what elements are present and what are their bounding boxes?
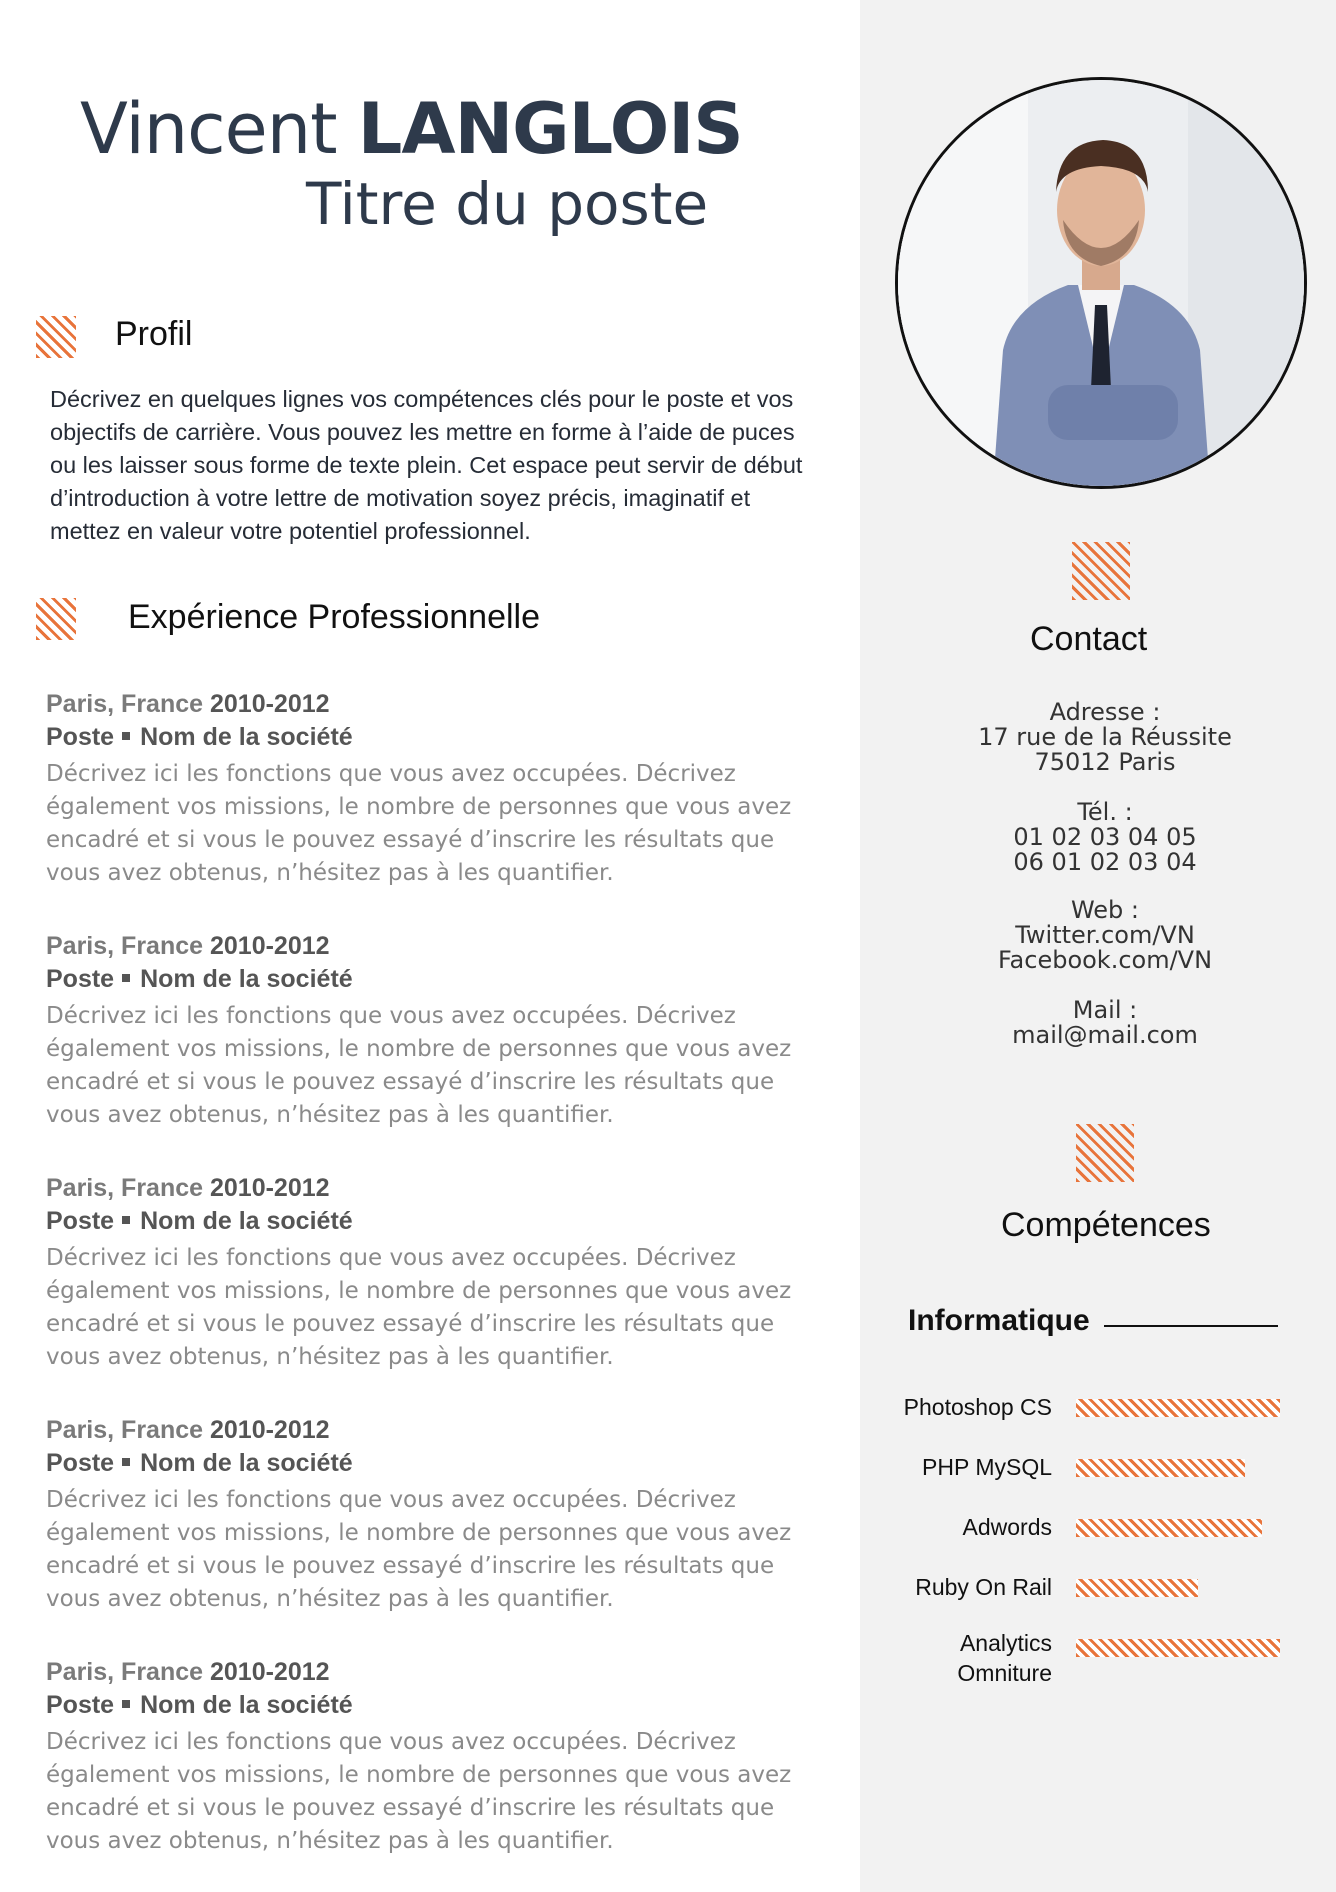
profile-title: Profil bbox=[115, 315, 193, 353]
hatch-icon bbox=[36, 316, 76, 358]
bullet-square-icon bbox=[122, 732, 130, 740]
experience-company: Nom de la société bbox=[140, 723, 353, 751]
experience-item bbox=[46, 1656, 826, 1858]
contact-web bbox=[940, 898, 1270, 973]
web-link[interactable]: Facebook.com/VN bbox=[997, 946, 1213, 974]
skill-level-bar bbox=[1076, 1579, 1198, 1597]
experience-item bbox=[46, 1414, 826, 1616]
experience-description: Décrivez ici les fonctions que vous avez occupées. Décrivez également vos missions, le nombre de personnes que vous avez encadré et si vous le pouvez essayé d’inscrire les résultats que vous avez obtenus, n’hésitez pas à les quantifier. bbox=[46, 1003, 792, 1128]
experience-position: Poste bbox=[46, 965, 115, 993]
portrait-photo bbox=[895, 77, 1307, 489]
experience-dates: 2010-2012 bbox=[209, 1416, 330, 1444]
skill-level-bar bbox=[1076, 1639, 1280, 1657]
contact-mail bbox=[940, 998, 1270, 1048]
experience-item bbox=[46, 930, 826, 1132]
experience-item bbox=[46, 688, 826, 890]
bullet-square-icon bbox=[122, 1216, 130, 1224]
experience-company: Nom de la société bbox=[140, 965, 353, 993]
address-line: 17 rue de la Réussite bbox=[978, 723, 1232, 751]
experience-dates: 2010-2012 bbox=[209, 1174, 330, 1202]
skill-label: PHP MySQL bbox=[922, 1454, 1052, 1480]
portrait-illustration bbox=[898, 80, 1304, 486]
experience-location-dates bbox=[46, 688, 826, 721]
skill-label: Analytics Omniture bbox=[957, 1630, 1052, 1686]
experience-location: Paris, France bbox=[46, 1416, 204, 1444]
experience-location-dates bbox=[46, 930, 826, 963]
experience-description: Décrivez ici les fonctions que vous avez occupées. Décrivez également vos missions, le nombre de personnes que vous avez encadré et si vous le pouvez essayé d’inscrire les résultats que vous avez obtenus, n’hésitez pas à les quantifier. bbox=[46, 1487, 792, 1612]
skill-level-bar bbox=[1076, 1399, 1280, 1417]
skills-title: Compétences bbox=[1001, 1206, 1211, 1244]
last-name: LANGLOIS bbox=[357, 88, 743, 170]
web-link[interactable]: Twitter.com/VN bbox=[1015, 921, 1195, 949]
skill-label: Ruby On Rail bbox=[915, 1574, 1052, 1600]
experience-location-dates bbox=[46, 1656, 826, 1689]
skill-category: Informatique bbox=[908, 1304, 1090, 1337]
mail-label: Mail : bbox=[1072, 996, 1138, 1024]
experience-company: Nom de la société bbox=[140, 1449, 353, 1477]
address-label: Adresse : bbox=[1049, 698, 1161, 726]
experience-description: Décrivez ici les fonctions que vous avez occupées. Décrivez également vos missions, le nombre de personnes que vous avez encadré et si vous le pouvez essayé d’inscrire les résultats que vous avez obtenus, n’hésitez pas à les quantifier. bbox=[46, 1245, 792, 1370]
experience-dates: 2010-2012 bbox=[209, 932, 330, 960]
experience-position-line bbox=[46, 721, 826, 754]
hatch-icon bbox=[1072, 542, 1130, 600]
skill-label: Adwords bbox=[962, 1514, 1052, 1540]
experience-position: Poste bbox=[46, 1449, 115, 1477]
experience-position-line bbox=[46, 1205, 826, 1238]
experience-location-dates bbox=[46, 1172, 826, 1205]
phone-label: Tél. : bbox=[1077, 798, 1133, 826]
skill-level-bar bbox=[1076, 1459, 1245, 1477]
experience-title: Expérience Professionnelle bbox=[128, 598, 541, 636]
contact-address bbox=[940, 700, 1270, 775]
experience-item bbox=[46, 1172, 826, 1374]
skill-label: Photoshop CS bbox=[903, 1394, 1052, 1420]
bullet-square-icon bbox=[122, 1700, 130, 1708]
experience-location: Paris, France bbox=[46, 1658, 204, 1686]
experience-position-line bbox=[46, 1447, 826, 1480]
experience-location: Paris, France bbox=[46, 690, 204, 718]
experience-dates: 2010-2012 bbox=[209, 1658, 330, 1686]
experience-location: Paris, France bbox=[46, 1174, 204, 1202]
bullet-square-icon bbox=[122, 974, 130, 982]
contact-phone bbox=[940, 800, 1270, 875]
web-label: Web : bbox=[1070, 896, 1140, 924]
address-line: 75012 Paris bbox=[1034, 748, 1176, 776]
mail-link[interactable]: mail@mail.com bbox=[1012, 1021, 1198, 1049]
experience-position: Poste bbox=[46, 1691, 115, 1719]
candidate-name bbox=[80, 88, 743, 170]
phone-number: 06 01 02 03 04 bbox=[1013, 848, 1197, 876]
profile-text: Décrivez en quelques lignes vos compétences clés pour le poste et vos objectifs de carrière. Vous pouvez les mettre en forme à l’aide de puces ou les laisser sous forme de texte plein. Cet espace peut servir de début d’introduction à votre lettre de motivation soyez précis, imaginatif et mettez en valeur votre potentiel professionnel. bbox=[50, 386, 803, 544]
experience-position: Poste bbox=[46, 723, 115, 751]
hatch-icon bbox=[1076, 1124, 1134, 1182]
experience-position-line bbox=[46, 963, 826, 996]
experience-position-line bbox=[46, 1689, 826, 1722]
first-name: Vincent bbox=[80, 88, 337, 170]
experience-company: Nom de la société bbox=[140, 1207, 353, 1235]
hatch-icon bbox=[36, 598, 76, 640]
category-divider bbox=[1104, 1325, 1278, 1327]
experience-location-dates bbox=[46, 1414, 826, 1447]
skill-level-bar bbox=[1076, 1519, 1262, 1537]
experience-description: Décrivez ici les fonctions que vous avez occupées. Décrivez également vos missions, le nombre de personnes que vous avez encadré et si vous le pouvez essayé d’inscrire les résultats que vous avez obtenus, n’hésitez pas à les quantifier. bbox=[46, 1729, 792, 1854]
phone-number: 01 02 03 04 05 bbox=[1013, 823, 1197, 851]
job-title: Titre du poste bbox=[306, 170, 709, 238]
experience-position: Poste bbox=[46, 1207, 115, 1235]
experience-location: Paris, France bbox=[46, 932, 204, 960]
experience-dates: 2010-2012 bbox=[209, 690, 330, 718]
experience-company: Nom de la société bbox=[140, 1691, 353, 1719]
experience-description: Décrivez ici les fonctions que vous avez occupées. Décrivez également vos missions, le nombre de personnes que vous avez encadré et si vous le pouvez essayé d’inscrire les résultats que vous avez obtenus, n’hésitez pas à les quantifier. bbox=[46, 761, 792, 886]
contact-title: Contact bbox=[1030, 620, 1148, 658]
bullet-square-icon bbox=[122, 1458, 130, 1466]
